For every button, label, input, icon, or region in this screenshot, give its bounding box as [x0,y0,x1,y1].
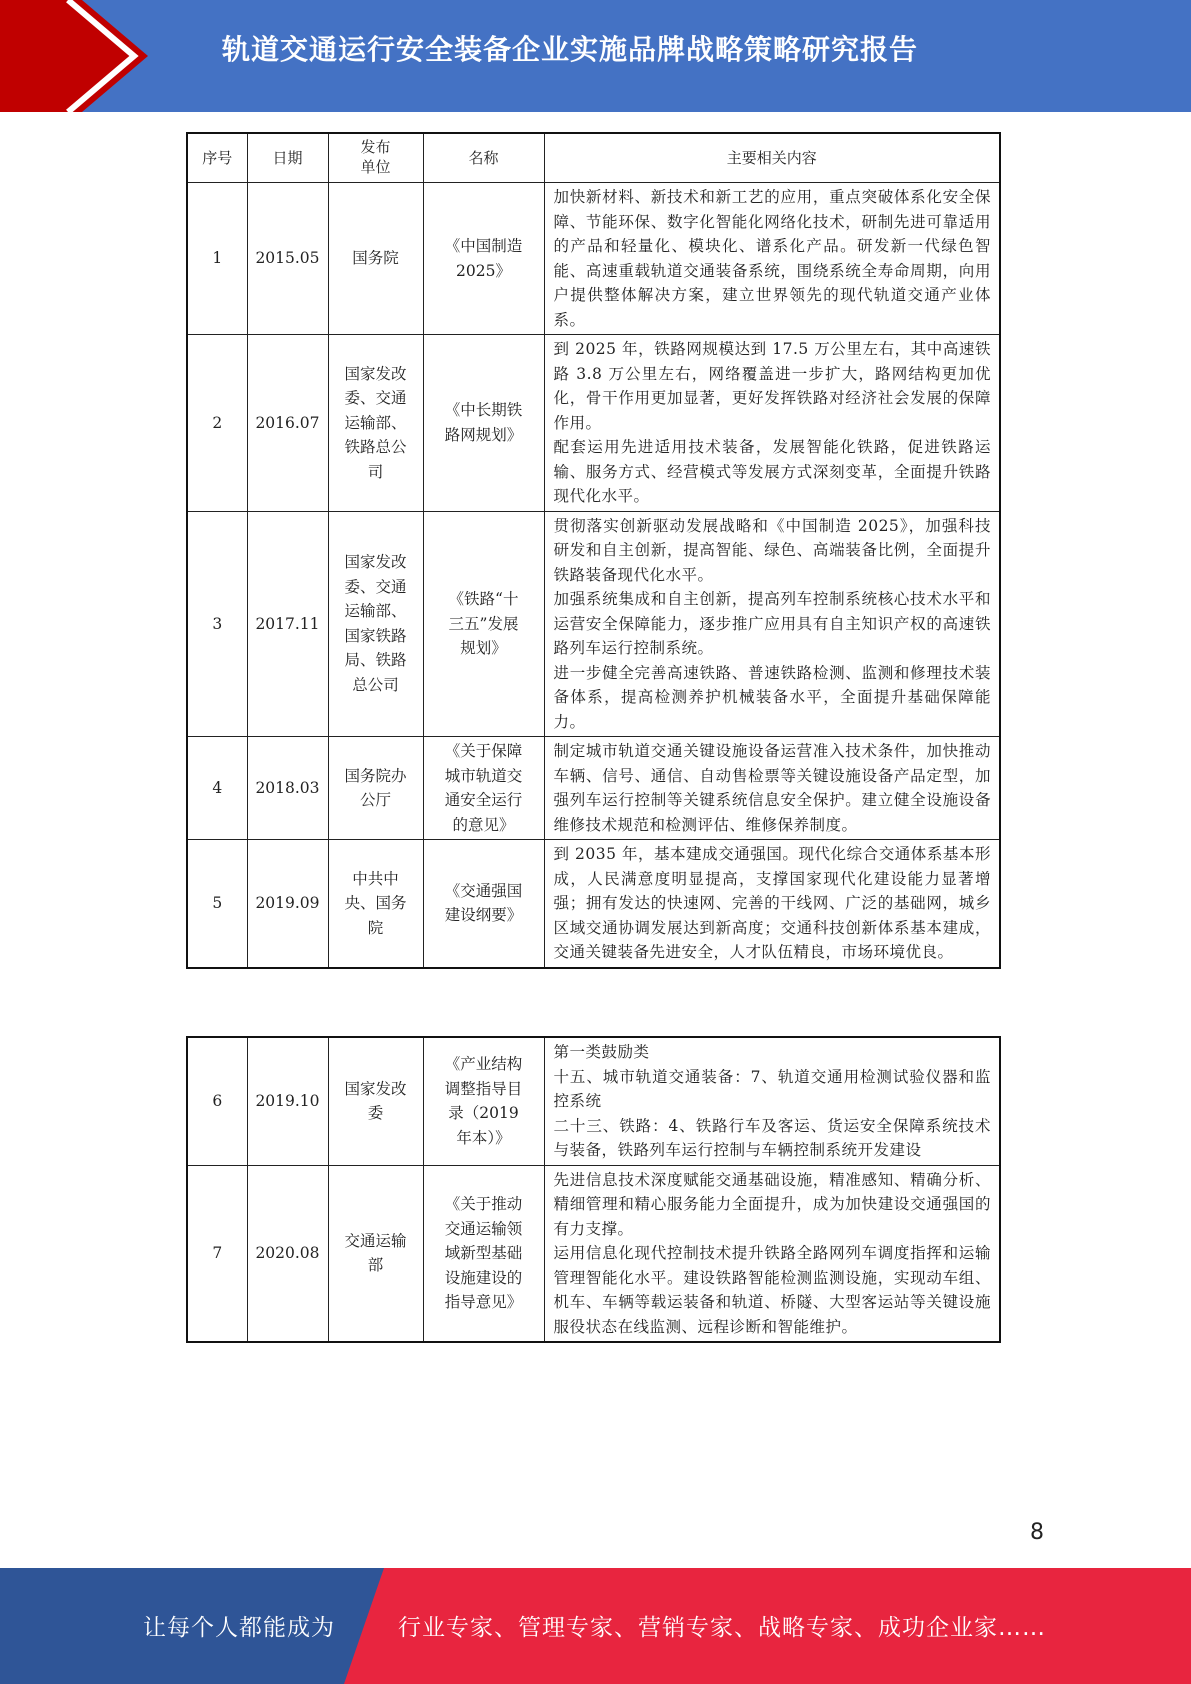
cell-date [247,1037,328,1165]
content-paragraph: 运用信息化现代控制技术提升铁路全路网列车调度指挥和运输管理智能化水平。建设铁路智能检测监测设施，实现动车组、机车、车辆等载运装备和轨道、桥隧、大型客运站等关键设施服役状态在线监测、远程诊断和智能维护。 [553,1244,991,1336]
cell-seq [187,1165,247,1342]
cell-seq-text: 3 [212,614,223,633]
cell-issuer [328,1165,423,1342]
cell-name-text: 《关于推动交通运输领域新型基础设施建设的指导意见》 [444,1195,523,1311]
cell-issuer-text: 国家发改委、交通运输部、铁路总公司 [344,364,407,481]
footer-slogan-right: 行业专家、管理专家、营销专家、战略专家、成功企业家…… [398,1615,1046,1641]
page-title: 轨道交通运行安全装备企业实施品牌战略策略研究报告 [222,33,919,66]
cell-seq [187,1037,247,1165]
cell-date [247,335,328,512]
header-banner [0,0,1191,112]
content-paragraph: 十五、城市轨道交通装备：7、轨道交通用检测试验仪器和监控系统 [553,1067,991,1110]
cell-name [423,183,544,335]
content-paragraph: 先进信息技术深度赋能交通基础设施，精准感知、精确分析、精细管理和精心服务能力全面提升，成为加快建设交通强国的有力支撑。 [553,1170,991,1238]
cell-seq-text: 5 [212,894,223,912]
cell-date-text: 2018.03 [255,778,320,797]
cell-name [423,1037,544,1165]
content-paragraph: 第一类鼓励类 [553,1043,650,1061]
table-header-row [187,133,1000,183]
cell-name [423,335,544,512]
cell-issuer [328,737,423,840]
cell-content [544,511,1000,737]
table-row [187,335,1000,512]
cell-issuer [328,183,423,335]
content-paragraph: 配套运用先进适用技术装备，发展智能化铁路，促进铁路运输、服务方式、经营模式等发展方式深刻变革，全面提升铁路现代化水平。 [553,438,991,505]
cell-date-text: 2019.10 [255,1092,320,1110]
cell-name-text: 《产业结构调整指导目录（2019 年本）》 [444,1055,523,1147]
table-row [187,1165,1000,1342]
cell-issuer-text: 国家发改委、交通运输部、国家铁路局、铁路总公司 [344,553,407,694]
cell-name-text: 《关于保障城市轨道交通安全运行的意见》 [444,742,523,834]
table-row [187,737,1000,840]
cell-issuer-text: 国务院 [352,249,399,268]
cell-seq-text: 4 [212,778,223,797]
content-paragraph: 到 2035 年，基本建成交通强国。现代化综合交通体系基本形成，人民满意度明显提高，支撑国家现代化建设能力显著增强；拥有发达的快速网、完善的干线网、广泛的基础网，城乡区域交通协调发展达到新高度；交通科技创新体系基本建成，交通关键装备先进安全，人才队伍精良，市场环境优良。 [553,845,991,961]
cell-name-text: 《中长期铁路网规划》 [444,401,523,444]
content-paragraph: 到 2025 年，铁路网规模达到 17.5 万公里左右，其中高速铁路 3.8 万公里左右，网络覆盖进一步扩大，路网结构更加优化，骨干作用更加显著，更好发挥铁路对经济社会发展的保障作用。 [553,340,991,432]
content-paragraph: 加强系统集成和自主创新，提高列车控制系统核心技术水平和运营安全保障能力，逐步推广应用具有自主知识产权的高速铁路列车运行控制系统。 [553,590,991,657]
cell-date-text: 2020.08 [255,1244,320,1262]
cell-name [423,511,544,737]
cell-issuer [328,511,423,737]
cell-date [247,1165,328,1342]
cell-date [247,183,328,335]
cell-content [544,737,1000,840]
cell-issuer-text: 国务院办公厅 [344,766,407,809]
header-name: 名称 [423,133,544,183]
cell-seq [187,840,247,968]
cell-name [423,840,544,968]
cell-name-text: 《交通强国建设纲要》 [444,881,523,925]
content-paragraph: 制定城市轨道交通关键设施设备运营准入技术条件，加快推动车辆、信号、通信、自动售检票等关键设施设备产品定型，加强列车运行控制等关键系统信息安全保护。建立健全设施设备维修技术规范和检测评估、维修保养制度。 [553,742,991,834]
content-paragraph: 二十三、铁路：4、铁路行车及客运、货运安全保障系统技术与装备，铁路列车运行控制与车辆控制系统开发建设 [553,1116,991,1159]
table-row [187,511,1000,737]
table-row [187,183,1000,335]
cell-content [544,1165,1000,1342]
header-issuer-text: 发布单位 [360,137,391,176]
header-issuer [328,133,423,183]
content-paragraph: 贯彻落实创新驱动发展战略和《中国制造 2025》，加强科技研发和自主创新，提高智能、绿色、高端装备比例，全面提升铁路装备现代化水平。 [553,516,991,584]
cell-date-text: 2017.11 [255,614,320,633]
header-seq: 序号 [187,133,247,183]
cell-seq-text: 1 [212,249,223,268]
cell-seq-text: 6 [212,1092,223,1110]
cell-seq [187,183,247,335]
cell-issuer-text: 中共中央、国务院 [344,869,407,937]
cell-name-text: 《铁路“十三五”发展规划》 [448,590,519,657]
cell-seq [187,511,247,737]
cell-seq [187,737,247,840]
policy-table-part-1 [186,132,1001,969]
header-red-chevron [0,0,150,112]
content-paragraph: 进一步健全完善高速铁路、普速铁路检测、监测和修理技术装备体系，提高检测养护机械装备水平，全面提升基础保障能力。 [553,663,991,731]
policy-table-part-2 [186,1036,1001,1343]
cell-issuer-text: 国家发改委 [344,1079,407,1123]
header-date: 日期 [247,133,328,183]
cell-seq [187,335,247,512]
content-paragraph: 加快新材料、新技术和新工艺的应用，重点突破体系化安全保障、节能环保、数字化智能化网络化技术，研制先进可靠适用的产品和轻量化、模块化、谱系化产品。研发新一代绿色智能、高速重载轨道交通装备系统，围绕系统全寿命周期，向用户提供整体解决方案，建立世界领先的现代轨道交通产业体系。 [553,188,991,329]
cell-date-text: 2019.09 [255,894,320,912]
cell-date [247,840,328,968]
cell-content [544,335,1000,512]
cell-date-text: 2016.07 [255,413,320,432]
footer-slogan-left: 让每个人都能成为 [143,1615,335,1641]
cell-issuer [328,840,423,968]
cell-date-text: 2015.05 [255,249,320,268]
cell-issuer [328,335,423,512]
cell-seq-text: 7 [212,1244,223,1262]
cell-issuer-text: 交通运输部 [344,1231,407,1275]
table-row [187,1037,1000,1165]
table-row [187,840,1000,968]
cell-content [544,840,1000,968]
cell-date [247,737,328,840]
cell-issuer [328,1037,423,1165]
header-content: 主要相关内容 [544,133,1000,183]
cell-seq-text: 2 [212,413,223,432]
cell-content [544,183,1000,335]
cell-date [247,511,328,737]
cell-name-text: 《中国制造2025》 [444,237,523,280]
cell-content [544,1037,1000,1165]
cell-name [423,1165,544,1342]
cell-name [423,737,544,840]
page-number: 8 [1030,1520,1044,1545]
